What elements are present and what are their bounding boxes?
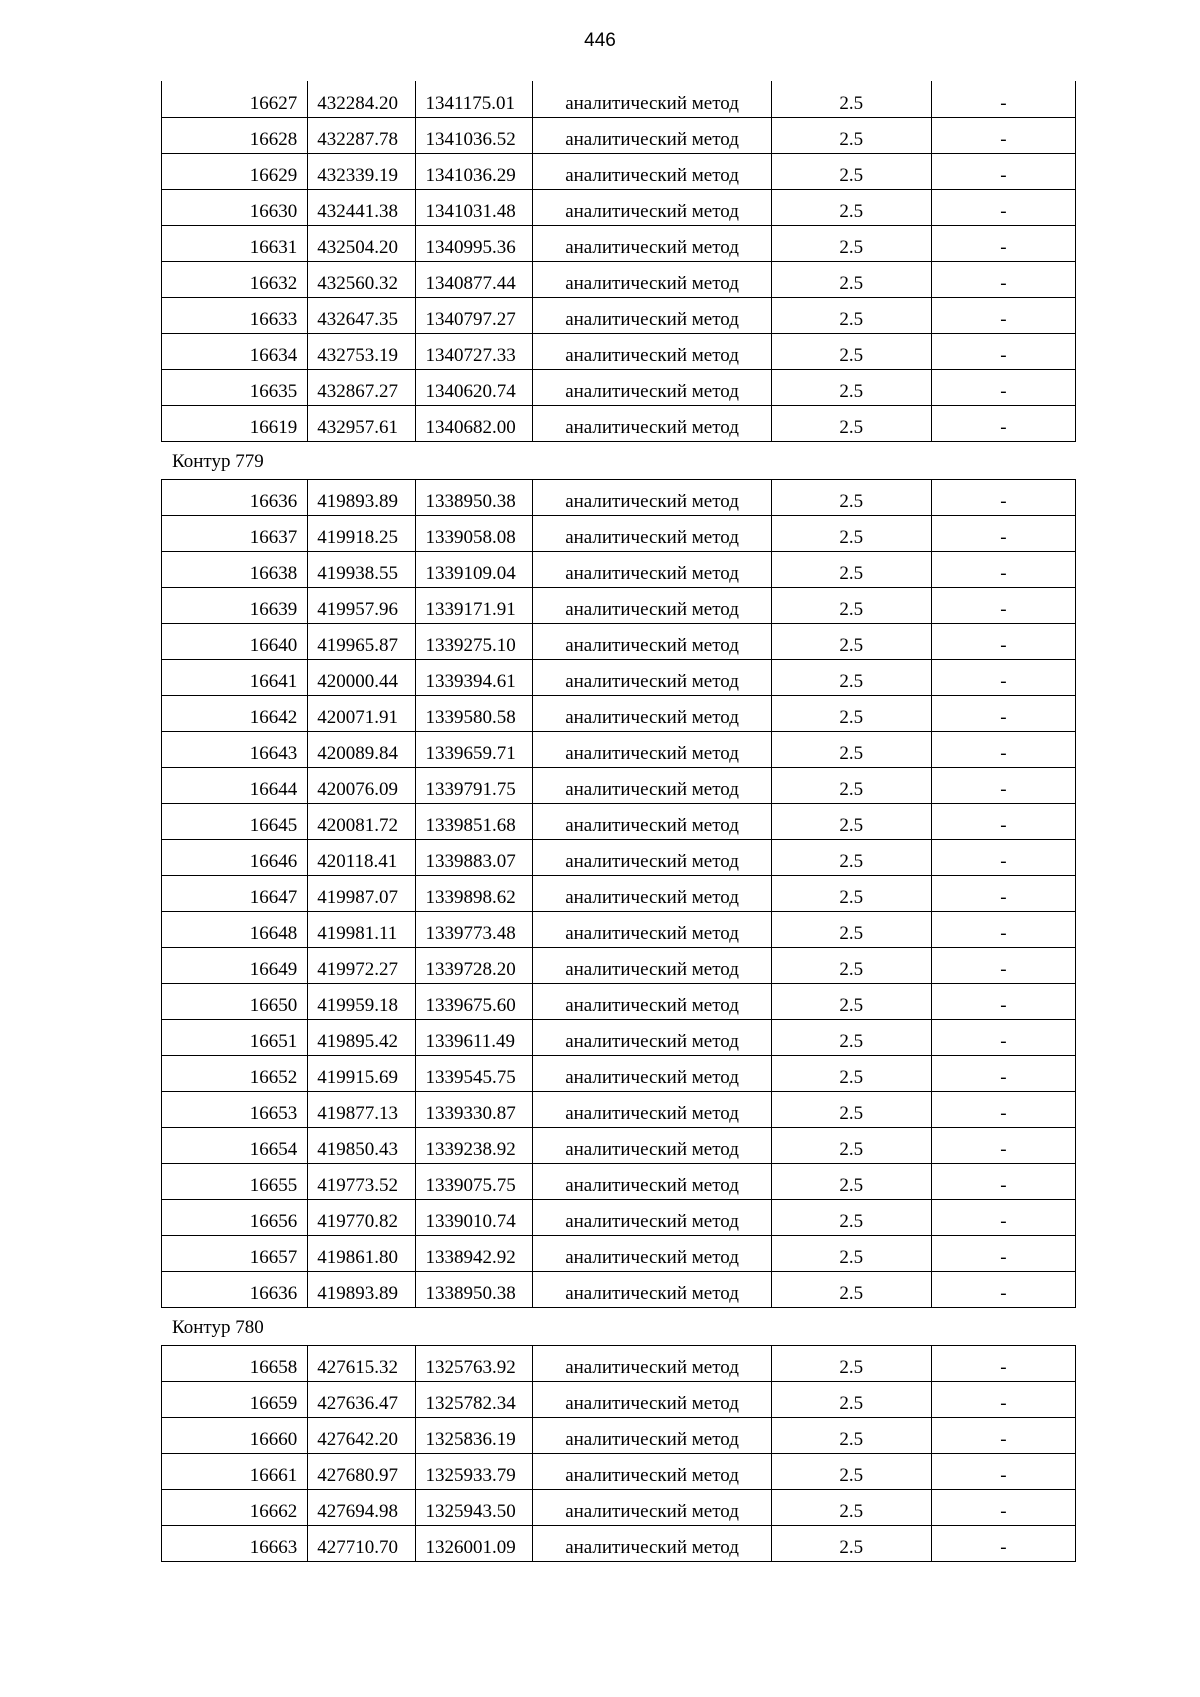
method-cell: аналитический метод xyxy=(533,803,771,839)
point-number-cell: 16628 xyxy=(162,117,308,153)
y-coordinate-cell: 1341031.48 xyxy=(416,189,533,225)
note-cell: - xyxy=(931,1199,1075,1235)
accuracy-cell: 2.5 xyxy=(771,947,931,983)
x-coordinate-cell: 427680.97 xyxy=(308,1453,416,1489)
x-coordinate-cell: 432647.35 xyxy=(308,297,416,333)
note-cell: - xyxy=(931,587,1075,623)
table-row xyxy=(162,911,1076,947)
point-number-cell: 16662 xyxy=(162,1489,308,1525)
note-cell: - xyxy=(931,1235,1075,1271)
y-coordinate-cell: 1338942.92 xyxy=(416,1235,533,1271)
y-coordinate-cell: 1325933.79 xyxy=(416,1453,533,1489)
x-coordinate-cell: 427642.20 xyxy=(308,1417,416,1453)
table-row xyxy=(162,515,1076,551)
note-cell: - xyxy=(931,189,1075,225)
note-cell: - xyxy=(931,1127,1075,1163)
method-cell: аналитический метод xyxy=(533,839,771,875)
table-row xyxy=(162,1489,1076,1525)
x-coordinate-cell: 420081.72 xyxy=(308,803,416,839)
x-coordinate-cell: 419895.42 xyxy=(308,1019,416,1055)
note-cell: - xyxy=(931,117,1075,153)
method-cell: аналитический метод xyxy=(533,405,771,441)
y-coordinate-cell: 1339330.87 xyxy=(416,1091,533,1127)
x-coordinate-cell: 419893.89 xyxy=(308,1271,416,1307)
point-number-cell: 16659 xyxy=(162,1381,308,1417)
y-coordinate-cell: 1339851.68 xyxy=(416,803,533,839)
method-cell: аналитический метод xyxy=(533,1381,771,1417)
y-coordinate-cell: 1341175.01 xyxy=(416,81,533,117)
method-cell: аналитический метод xyxy=(533,153,771,189)
note-cell: - xyxy=(931,1345,1075,1381)
method-cell: аналитический метод xyxy=(533,695,771,731)
contour-title: Контур 779 xyxy=(172,450,264,472)
note-cell: - xyxy=(931,1055,1075,1091)
table-row xyxy=(162,1019,1076,1055)
y-coordinate-cell: 1339675.60 xyxy=(416,983,533,1019)
table-row xyxy=(162,1055,1076,1091)
y-coordinate-cell: 1339394.61 xyxy=(416,659,533,695)
table-row xyxy=(162,405,1076,441)
point-number-cell: 16651 xyxy=(162,1019,308,1055)
note-cell: - xyxy=(931,479,1075,515)
accuracy-cell: 2.5 xyxy=(771,695,931,731)
method-cell: аналитический метод xyxy=(533,587,771,623)
note-cell: - xyxy=(931,333,1075,369)
x-coordinate-cell: 420076.09 xyxy=(308,767,416,803)
table-row xyxy=(162,1453,1076,1489)
point-number-cell: 16656 xyxy=(162,1199,308,1235)
table-row xyxy=(162,695,1076,731)
method-cell: аналитический метод xyxy=(533,911,771,947)
point-number-cell: 16638 xyxy=(162,551,308,587)
coordinates-table xyxy=(161,479,1076,1308)
note-cell: - xyxy=(931,261,1075,297)
table-row xyxy=(162,1345,1076,1381)
method-cell: аналитический метод xyxy=(533,515,771,551)
method-cell: аналитический метод xyxy=(533,1345,771,1381)
y-coordinate-cell: 1339580.58 xyxy=(416,695,533,731)
note-cell: - xyxy=(931,767,1075,803)
x-coordinate-cell: 432284.20 xyxy=(308,81,416,117)
y-coordinate-cell: 1339058.08 xyxy=(416,515,533,551)
point-number-cell: 16631 xyxy=(162,225,308,261)
point-number-cell: 16653 xyxy=(162,1091,308,1127)
method-cell: аналитический метод xyxy=(533,1525,771,1561)
accuracy-cell: 2.5 xyxy=(771,1453,931,1489)
y-coordinate-cell: 1340877.44 xyxy=(416,261,533,297)
x-coordinate-cell: 419850.43 xyxy=(308,1127,416,1163)
method-cell: аналитический метод xyxy=(533,1019,771,1055)
method-cell: аналитический метод xyxy=(533,875,771,911)
x-coordinate-cell: 419918.25 xyxy=(308,515,416,551)
point-number-cell: 16661 xyxy=(162,1453,308,1489)
method-cell: аналитический метод xyxy=(533,1163,771,1199)
note-cell: - xyxy=(931,1453,1075,1489)
table-row xyxy=(162,587,1076,623)
point-number-cell: 16663 xyxy=(162,1525,308,1561)
table-row xyxy=(162,1163,1076,1199)
y-coordinate-cell: 1339075.75 xyxy=(416,1163,533,1199)
method-cell: аналитический метод xyxy=(533,767,771,803)
accuracy-cell: 2.5 xyxy=(771,1127,931,1163)
point-number-cell: 16630 xyxy=(162,189,308,225)
note-cell: - xyxy=(931,1163,1075,1199)
accuracy-cell: 2.5 xyxy=(771,1235,931,1271)
accuracy-cell: 2.5 xyxy=(771,1163,931,1199)
x-coordinate-cell: 427694.98 xyxy=(308,1489,416,1525)
point-number-cell: 16660 xyxy=(162,1417,308,1453)
note-cell: - xyxy=(931,659,1075,695)
y-coordinate-cell: 1340727.33 xyxy=(416,333,533,369)
y-coordinate-cell: 1339109.04 xyxy=(416,551,533,587)
point-number-cell: 16632 xyxy=(162,261,308,297)
y-coordinate-cell: 1339238.92 xyxy=(416,1127,533,1163)
table-row xyxy=(162,1199,1076,1235)
method-cell: аналитический метод xyxy=(533,189,771,225)
note-cell: - xyxy=(931,1381,1075,1417)
point-number-cell: 16652 xyxy=(162,1055,308,1091)
x-coordinate-cell: 419938.55 xyxy=(308,551,416,587)
accuracy-cell: 2.5 xyxy=(771,369,931,405)
method-cell: аналитический метод xyxy=(533,1271,771,1307)
x-coordinate-cell: 432867.27 xyxy=(308,369,416,405)
note-cell: - xyxy=(931,81,1075,117)
x-coordinate-cell: 419877.13 xyxy=(308,1091,416,1127)
accuracy-cell: 2.5 xyxy=(771,767,931,803)
x-coordinate-cell: 419972.27 xyxy=(308,947,416,983)
x-coordinate-cell: 419957.96 xyxy=(308,587,416,623)
point-number-cell: 16639 xyxy=(162,587,308,623)
table-row xyxy=(162,1127,1076,1163)
point-number-cell: 16643 xyxy=(162,731,308,767)
x-coordinate-cell: 432560.32 xyxy=(308,261,416,297)
point-number-cell: 16634 xyxy=(162,333,308,369)
accuracy-cell: 2.5 xyxy=(771,117,931,153)
x-coordinate-cell: 419915.69 xyxy=(308,1055,416,1091)
method-cell: аналитический метод xyxy=(533,1489,771,1525)
table-row xyxy=(162,189,1076,225)
table-row xyxy=(162,333,1076,369)
accuracy-cell: 2.5 xyxy=(771,405,931,441)
page-number: 446 xyxy=(584,30,616,51)
point-number-cell: 16619 xyxy=(162,405,308,441)
table-row xyxy=(162,369,1076,405)
x-coordinate-cell: 420000.44 xyxy=(308,659,416,695)
x-coordinate-cell: 427615.32 xyxy=(308,1345,416,1381)
point-number-cell: 16649 xyxy=(162,947,308,983)
accuracy-cell: 2.5 xyxy=(771,81,931,117)
point-number-cell: 16641 xyxy=(162,659,308,695)
point-number-cell: 16637 xyxy=(162,515,308,551)
accuracy-cell: 2.5 xyxy=(771,623,931,659)
note-cell: - xyxy=(931,1525,1075,1561)
y-coordinate-cell: 1339898.62 xyxy=(416,875,533,911)
table-row xyxy=(162,225,1076,261)
method-cell: аналитический метод xyxy=(533,369,771,405)
x-coordinate-cell: 419959.18 xyxy=(308,983,416,1019)
note-cell: - xyxy=(931,623,1075,659)
y-coordinate-cell: 1339883.07 xyxy=(416,839,533,875)
method-cell: аналитический метод xyxy=(533,623,771,659)
y-coordinate-cell: 1339773.48 xyxy=(416,911,533,947)
point-number-cell: 16655 xyxy=(162,1163,308,1199)
accuracy-cell: 2.5 xyxy=(771,479,931,515)
y-coordinate-cell: 1338950.38 xyxy=(416,479,533,515)
method-cell: аналитический метод xyxy=(533,1199,771,1235)
note-cell: - xyxy=(931,1271,1075,1307)
table-row xyxy=(162,117,1076,153)
method-cell: аналитический метод xyxy=(533,333,771,369)
table-row xyxy=(162,839,1076,875)
note-cell: - xyxy=(931,1417,1075,1453)
note-cell: - xyxy=(931,405,1075,441)
note-cell: - xyxy=(931,369,1075,405)
point-number-cell: 16650 xyxy=(162,983,308,1019)
x-coordinate-cell: 432339.19 xyxy=(308,153,416,189)
note-cell: - xyxy=(931,983,1075,1019)
method-cell: аналитический метод xyxy=(533,81,771,117)
x-coordinate-cell: 432287.78 xyxy=(308,117,416,153)
note-cell: - xyxy=(931,947,1075,983)
table-row xyxy=(162,1381,1076,1417)
note-cell: - xyxy=(931,551,1075,587)
accuracy-cell: 2.5 xyxy=(771,983,931,1019)
method-cell: аналитический метод xyxy=(533,225,771,261)
method-cell: аналитический метод xyxy=(533,1235,771,1271)
accuracy-cell: 2.5 xyxy=(771,261,931,297)
note-cell: - xyxy=(931,297,1075,333)
table-row xyxy=(162,1417,1076,1453)
accuracy-cell: 2.5 xyxy=(771,875,931,911)
x-coordinate-cell: 419965.87 xyxy=(308,623,416,659)
accuracy-cell: 2.5 xyxy=(771,1417,931,1453)
point-number-cell: 16636 xyxy=(162,1271,308,1307)
accuracy-cell: 2.5 xyxy=(771,1381,931,1417)
table-row xyxy=(162,81,1076,117)
note-cell: - xyxy=(931,225,1075,261)
accuracy-cell: 2.5 xyxy=(771,551,931,587)
x-coordinate-cell: 432957.61 xyxy=(308,405,416,441)
accuracy-cell: 2.5 xyxy=(771,225,931,261)
y-coordinate-cell: 1339171.91 xyxy=(416,587,533,623)
accuracy-cell: 2.5 xyxy=(771,731,931,767)
method-cell: аналитический метод xyxy=(533,297,771,333)
method-cell: аналитический метод xyxy=(533,117,771,153)
y-coordinate-cell: 1340797.27 xyxy=(416,297,533,333)
point-number-cell: 16648 xyxy=(162,911,308,947)
x-coordinate-cell: 420118.41 xyxy=(308,839,416,875)
note-cell: - xyxy=(931,1019,1075,1055)
x-coordinate-cell: 419773.52 xyxy=(308,1163,416,1199)
note-cell: - xyxy=(931,875,1075,911)
y-coordinate-cell: 1339545.75 xyxy=(416,1055,533,1091)
accuracy-cell: 2.5 xyxy=(771,1345,931,1381)
method-cell: аналитический метод xyxy=(533,947,771,983)
method-cell: аналитический метод xyxy=(533,1417,771,1453)
table-row xyxy=(162,1271,1076,1307)
table-row xyxy=(162,297,1076,333)
x-coordinate-cell: 419893.89 xyxy=(308,479,416,515)
method-cell: аналитический метод xyxy=(533,1453,771,1489)
accuracy-cell: 2.5 xyxy=(771,1199,931,1235)
accuracy-cell: 2.5 xyxy=(771,153,931,189)
point-number-cell: 16647 xyxy=(162,875,308,911)
point-number-cell: 16636 xyxy=(162,479,308,515)
accuracy-cell: 2.5 xyxy=(771,1489,931,1525)
accuracy-cell: 2.5 xyxy=(771,1055,931,1091)
accuracy-cell: 2.5 xyxy=(771,297,931,333)
y-coordinate-cell: 1325763.92 xyxy=(416,1345,533,1381)
table-row xyxy=(162,983,1076,1019)
coordinates-table xyxy=(161,81,1076,442)
y-coordinate-cell: 1339611.49 xyxy=(416,1019,533,1055)
method-cell: аналитический метод xyxy=(533,1091,771,1127)
y-coordinate-cell: 1339275.10 xyxy=(416,623,533,659)
table-row xyxy=(162,153,1076,189)
y-coordinate-cell: 1339659.71 xyxy=(416,731,533,767)
method-cell: аналитический метод xyxy=(533,1127,771,1163)
y-coordinate-cell: 1325943.50 xyxy=(416,1489,533,1525)
table-row xyxy=(162,1235,1076,1271)
table-row xyxy=(162,551,1076,587)
accuracy-cell: 2.5 xyxy=(771,1019,931,1055)
x-coordinate-cell: 419981.11 xyxy=(308,911,416,947)
accuracy-cell: 2.5 xyxy=(771,1271,931,1307)
method-cell: аналитический метод xyxy=(533,1055,771,1091)
point-number-cell: 16640 xyxy=(162,623,308,659)
coordinates-document xyxy=(161,81,1076,1562)
accuracy-cell: 2.5 xyxy=(771,803,931,839)
point-number-cell: 16658 xyxy=(162,1345,308,1381)
method-cell: аналитический метод xyxy=(533,551,771,587)
x-coordinate-cell: 420071.91 xyxy=(308,695,416,731)
table-row xyxy=(162,479,1076,515)
table-row xyxy=(162,623,1076,659)
x-coordinate-cell: 427636.47 xyxy=(308,1381,416,1417)
method-cell: аналитический метод xyxy=(533,731,771,767)
method-cell: аналитический метод xyxy=(533,261,771,297)
accuracy-cell: 2.5 xyxy=(771,333,931,369)
accuracy-cell: 2.5 xyxy=(771,1525,931,1561)
y-coordinate-cell: 1341036.52 xyxy=(416,117,533,153)
y-coordinate-cell: 1340995.36 xyxy=(416,225,533,261)
x-coordinate-cell: 420089.84 xyxy=(308,731,416,767)
table-row xyxy=(162,659,1076,695)
x-coordinate-cell: 419861.80 xyxy=(308,1235,416,1271)
note-cell: - xyxy=(931,731,1075,767)
y-coordinate-cell: 1340682.00 xyxy=(416,405,533,441)
note-cell: - xyxy=(931,515,1075,551)
x-coordinate-cell: 432753.19 xyxy=(308,333,416,369)
point-number-cell: 16629 xyxy=(162,153,308,189)
x-coordinate-cell: 432441.38 xyxy=(308,189,416,225)
accuracy-cell: 2.5 xyxy=(771,189,931,225)
x-coordinate-cell: 419987.07 xyxy=(308,875,416,911)
table-row xyxy=(162,803,1076,839)
table-row xyxy=(162,875,1076,911)
y-coordinate-cell: 1325836.19 xyxy=(416,1417,533,1453)
note-cell: - xyxy=(931,153,1075,189)
contour-title: Контур 780 xyxy=(172,1316,264,1338)
note-cell: - xyxy=(931,911,1075,947)
method-cell: аналитический метод xyxy=(533,659,771,695)
point-number-cell: 16627 xyxy=(162,81,308,117)
accuracy-cell: 2.5 xyxy=(771,587,931,623)
y-coordinate-cell: 1340620.74 xyxy=(416,369,533,405)
y-coordinate-cell: 1339791.75 xyxy=(416,767,533,803)
point-number-cell: 16635 xyxy=(162,369,308,405)
point-number-cell: 16657 xyxy=(162,1235,308,1271)
method-cell: аналитический метод xyxy=(533,983,771,1019)
note-cell: - xyxy=(931,803,1075,839)
table-row xyxy=(162,1091,1076,1127)
point-number-cell: 16642 xyxy=(162,695,308,731)
note-cell: - xyxy=(931,695,1075,731)
y-coordinate-cell: 1325782.34 xyxy=(416,1381,533,1417)
table-row xyxy=(162,1525,1076,1561)
accuracy-cell: 2.5 xyxy=(771,1091,931,1127)
accuracy-cell: 2.5 xyxy=(771,659,931,695)
point-number-cell: 16633 xyxy=(162,297,308,333)
point-number-cell: 16644 xyxy=(162,767,308,803)
method-cell: аналитический метод xyxy=(533,479,771,515)
y-coordinate-cell: 1338950.38 xyxy=(416,1271,533,1307)
y-coordinate-cell: 1339728.20 xyxy=(416,947,533,983)
note-cell: - xyxy=(931,839,1075,875)
table-row xyxy=(162,261,1076,297)
point-number-cell: 16646 xyxy=(162,839,308,875)
table-row xyxy=(162,731,1076,767)
note-cell: - xyxy=(931,1091,1075,1127)
point-number-cell: 16645 xyxy=(162,803,308,839)
y-coordinate-cell: 1326001.09 xyxy=(416,1525,533,1561)
x-coordinate-cell: 427710.70 xyxy=(308,1525,416,1561)
x-coordinate-cell: 432504.20 xyxy=(308,225,416,261)
table-row xyxy=(162,947,1076,983)
accuracy-cell: 2.5 xyxy=(771,839,931,875)
coordinates-table xyxy=(161,1345,1076,1562)
x-coordinate-cell: 419770.82 xyxy=(308,1199,416,1235)
table-row xyxy=(162,767,1076,803)
note-cell: - xyxy=(931,1489,1075,1525)
accuracy-cell: 2.5 xyxy=(771,911,931,947)
y-coordinate-cell: 1339010.74 xyxy=(416,1199,533,1235)
point-number-cell: 16654 xyxy=(162,1127,308,1163)
y-coordinate-cell: 1341036.29 xyxy=(416,153,533,189)
accuracy-cell: 2.5 xyxy=(771,515,931,551)
